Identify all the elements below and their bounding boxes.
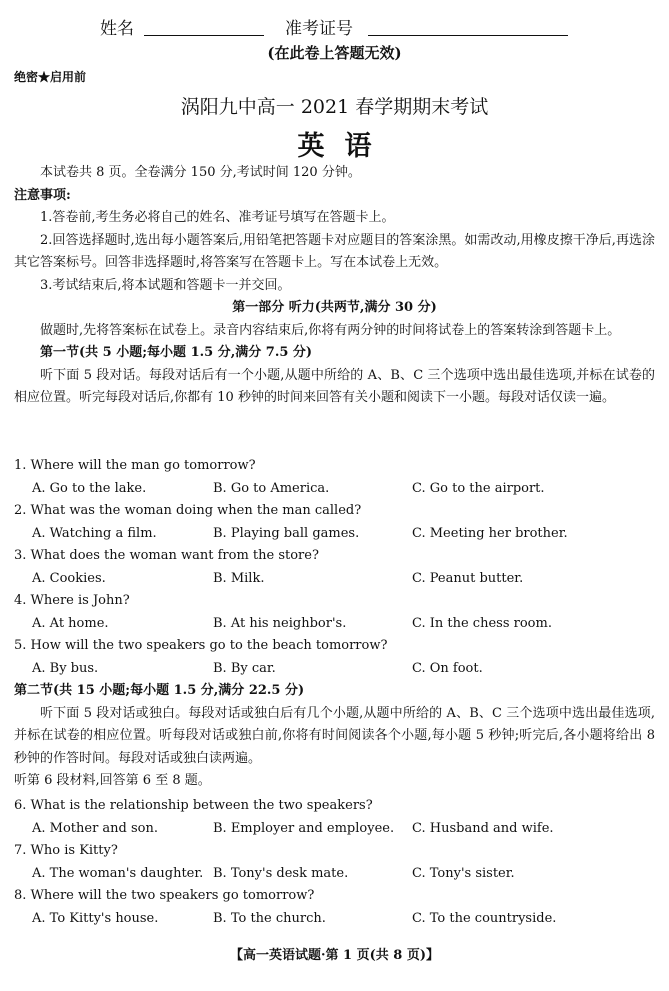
question-stem: 7. Who is Kitty?	[14, 843, 118, 858]
invalid-note: (在此卷上答题无效)	[267, 44, 402, 62]
option-c[interactable]: C. On foot.	[412, 660, 483, 676]
question-stem: 6. What is the relationship between the two speakers?	[14, 798, 373, 813]
question-stem: 3. What does the woman want from the store?	[14, 548, 319, 563]
option-a[interactable]: A. Cookies.	[32, 570, 106, 586]
option-c[interactable]: C. Husband and wife.	[412, 820, 554, 836]
option-b[interactable]: B. By car.	[213, 660, 276, 676]
option-a[interactable]: A. At home.	[32, 615, 109, 631]
option-a[interactable]: A. Watching a film.	[32, 525, 157, 541]
option-b[interactable]: B. Tony's desk mate.	[213, 865, 349, 881]
option-b[interactable]: B. Playing ball games.	[213, 525, 360, 541]
option-c[interactable]: C. Go to the airport.	[412, 480, 545, 496]
page-footer: 【高一英语试题·第 1 页(共 8 页)】	[229, 948, 440, 963]
notice-item: 2.回答选择题时,选出每小题答案后,用铅笔把答题卡对应题目的答案涂黑。如需改动,用橡皮擦干净后,再选涂其它答案标号。回答非选择题时,将答案写在答题卡上。写在本试卷上无效。	[14, 232, 655, 270]
question-stem: 8. Where will the two speakers go tomorrow?	[14, 888, 315, 903]
question-stem: 5. How will the two speakers go to the beach tomorrow?	[14, 638, 388, 653]
section2-questions	[14, 795, 655, 930]
option-a[interactable]: A. To Kitty's house.	[32, 910, 159, 926]
option-row	[14, 908, 655, 931]
option-row	[14, 523, 655, 546]
subject-title: 英语	[297, 131, 392, 162]
candidate-info	[0, 14, 669, 40]
exam-id-label: 准考证号	[285, 19, 353, 39]
option-c[interactable]: C. Tony's sister.	[412, 865, 515, 881]
option-b[interactable]: B. To the church.	[213, 910, 326, 926]
material-note: 听第 6 段材料,回答第 6 至 8 题。	[14, 773, 211, 788]
section2-instruction: 听下面 5 段对话或独白。每段对话或独白后有几个小题,从题中所给的 A、B、C 三个选项中选出最佳选项,并标在试卷的相应位置。听每段对话或独白前,你将有时间阅读各个小题,每小题 5 秒钟;听完后,各小题将给出 8 秒钟的作答时间。每段对话或独白读两遍。	[14, 705, 655, 766]
exam-id-blank	[368, 34, 568, 36]
secret-label: 绝密★启用前	[14, 70, 87, 84]
part1-instruction: 做题时,先将答案标在试卷上。录音内容结束后,你将有两分钟的时间将试卷上的答案转涂到答题卡上。	[40, 322, 621, 338]
option-row	[14, 613, 655, 636]
notice-item: 1.答卷前,考生务必将自己的姓名、准考证号填写在答题卡上。	[40, 210, 395, 225]
exam-title: 涡阳九中高一 2021 春学期期末考试	[180, 96, 489, 118]
part1-title: 第一部分 听力(共两节,满分 30 分)	[232, 300, 437, 315]
option-b[interactable]: B. Go to America.	[213, 480, 330, 496]
notice-title: 注意事项:	[14, 187, 71, 203]
question-stem: 2. What was the woman doing when the man called?	[14, 503, 362, 518]
name-blank	[144, 34, 264, 36]
option-c[interactable]: C. In the chess room.	[412, 615, 552, 631]
option-a[interactable]: A. The woman's daughter.	[32, 865, 204, 881]
option-row	[14, 818, 655, 841]
name-label: 姓名	[100, 19, 134, 39]
section2-title: 第二节(共 15 小题;每小题 1.5 分,满分 22.5 分)	[14, 683, 305, 698]
question-stem: 1. Where will the man go tomorrow?	[14, 458, 256, 473]
section1-questions	[14, 455, 655, 680]
section1-title: 第一节(共 5 小题;每小题 1.5 分,满分 7.5 分)	[40, 345, 313, 360]
option-row	[14, 478, 655, 501]
option-a[interactable]: A. By bus.	[32, 660, 99, 676]
question-stem: 4. Where is John?	[14, 593, 130, 608]
option-b[interactable]: B. Employer and employee.	[213, 820, 395, 836]
intro-block	[14, 162, 655, 410]
notice-item: 3.考试结束后,将本试题和答题卡一并交回。	[40, 277, 291, 293]
option-b[interactable]: B. Milk.	[213, 570, 265, 586]
option-a[interactable]: A. Go to the lake.	[32, 480, 147, 496]
section1-instruction: 听下面 5 段对话。每段对话后有一个小题,从题中所给的 A、B、C 三个选项中选出最佳选项,并标在试卷的相应位置。听完每段对话后,你都有 10 秒钟的时间来回答有关小题和阅读下一小题。每段对话仅读一遍。	[14, 367, 655, 405]
intro-text: 本试卷共 8 页。全卷满分 150 分,考试时间 120 分钟。	[40, 165, 361, 180]
option-c[interactable]: C. Peanut butter.	[412, 570, 524, 586]
option-row	[14, 658, 655, 681]
option-c[interactable]: C. To the countryside.	[412, 910, 557, 926]
option-row	[14, 568, 655, 591]
option-a[interactable]: A. Mother and son.	[32, 820, 159, 836]
option-b[interactable]: B. At his neighbor's.	[213, 615, 347, 631]
option-row	[14, 863, 655, 886]
option-c[interactable]: C. Meeting her brother.	[412, 525, 568, 541]
section2-block	[14, 680, 655, 793]
